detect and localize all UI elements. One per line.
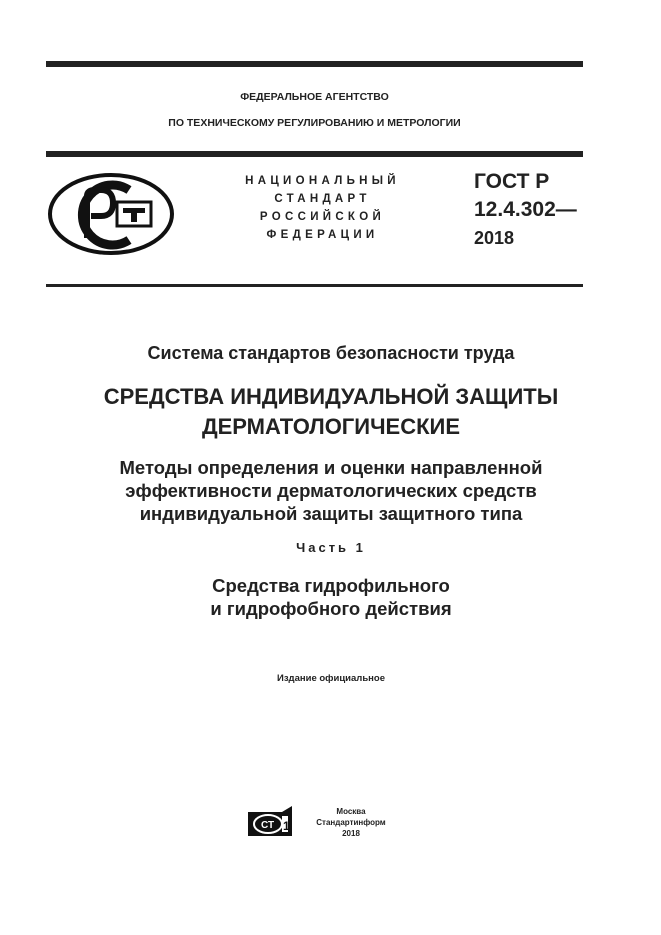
standard-designation bbox=[474, 168, 577, 252]
main-title-line1: СРЕДСТВА ИНДИВИДУАЛЬНОЙ ЗАЩИТЫ bbox=[103, 384, 559, 409]
standard-type-line2: СТАНДАРТ bbox=[274, 193, 371, 205]
standard-type bbox=[225, 172, 420, 244]
main-title-line2: ДЕРМАТОЛОГИЧЕСКИЕ bbox=[201, 414, 461, 439]
subtitle-line1: Средства гидрофильного bbox=[212, 575, 450, 596]
standard-type-line4: ФЕДЕРАЦИИ bbox=[266, 229, 379, 241]
header-rule bbox=[46, 151, 583, 157]
methods-line2: эффективности дерматологических средств bbox=[125, 480, 537, 501]
series-title: Система стандартов безопасности труда bbox=[147, 343, 515, 363]
designation-line2: 12.4.302— bbox=[474, 198, 577, 221]
designation-line3: 2018 bbox=[474, 228, 515, 248]
section-rule bbox=[46, 284, 583, 287]
methods-line3: индивидуальной защиты защитного типа bbox=[139, 503, 523, 524]
part-subtitle bbox=[46, 574, 616, 620]
methods-title bbox=[46, 456, 616, 525]
main-title bbox=[46, 382, 616, 442]
rst-logo-icon bbox=[47, 172, 175, 256]
publisher-info bbox=[296, 806, 406, 839]
svg-text:СТ: СТ bbox=[261, 820, 275, 831]
edition-label: Издание официальное bbox=[277, 673, 385, 684]
part-label: Часть 1 bbox=[296, 540, 366, 555]
agency-name-line1: ФЕДЕРАЛЬНОЕ АГЕНТСТВО bbox=[240, 91, 389, 103]
subtitle-line2: и гидрофобного действия bbox=[210, 598, 452, 619]
publisher-city: Москва bbox=[336, 807, 366, 816]
standard-type-line1: НАЦИОНАЛЬНЫЙ bbox=[245, 175, 400, 187]
publisher-name: Стандартинформ bbox=[316, 818, 386, 827]
designation-line1: ГОСТ Р bbox=[474, 170, 550, 193]
publisher-year: 2018 bbox=[342, 829, 360, 838]
agency-name-line2: ПО ТЕХНИЧЕСКОМУ РЕГУЛИРОВАНИЮ И МЕТРОЛОГИИ bbox=[168, 117, 461, 129]
methods-line1: Методы определения и оценки направленной bbox=[119, 457, 543, 478]
standartinform-logo-icon bbox=[248, 806, 294, 836]
svg-text:1: 1 bbox=[283, 819, 290, 833]
top-rule bbox=[46, 61, 583, 67]
standard-type-line3: РОССИЙСКОЙ bbox=[259, 211, 386, 223]
